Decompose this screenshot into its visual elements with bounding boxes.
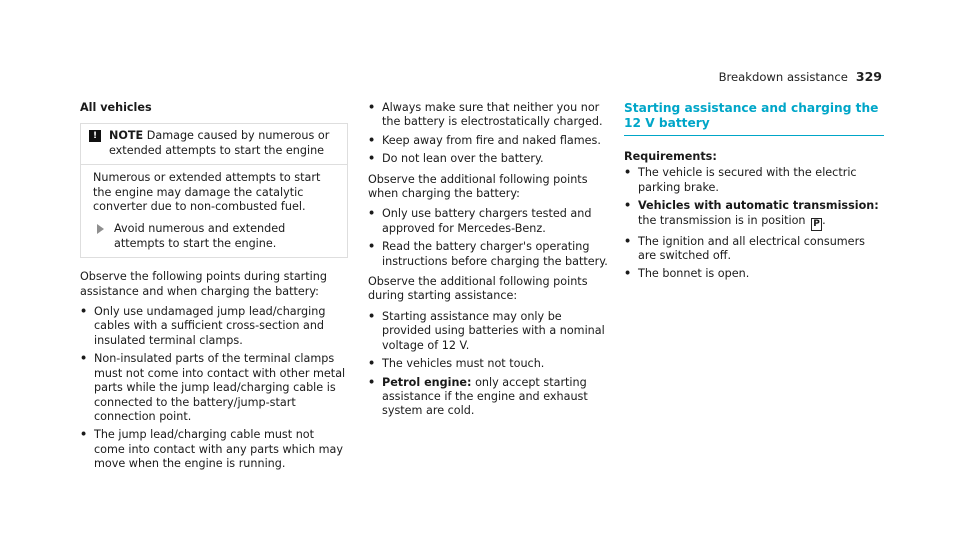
note-header — [81, 124, 347, 165]
note-action — [93, 222, 337, 251]
note-action-text: Avoid numerous and extended attempts to start the engine. — [114, 222, 286, 250]
list-item — [80, 428, 348, 471]
list-item — [368, 101, 608, 130]
sentence-end: . — [822, 213, 826, 227]
list-item-text — [638, 199, 884, 230]
list-item — [80, 352, 348, 424]
list-item-text: The vehicles must not touch. — [382, 357, 545, 371]
list-item-text: Always make sure that neither you nor the battery is electrostatically charged. — [382, 101, 603, 129]
list-item — [368, 152, 608, 166]
park-position-icon: P — [811, 218, 822, 231]
bullet-icon: • — [624, 267, 632, 281]
bullet-icon: • — [368, 375, 376, 389]
automatic-transmission-label: Vehicles with automatic transmission: — [638, 199, 879, 213]
list-item — [624, 235, 884, 264]
petrol-engine-label: Petrol engine: — [382, 375, 472, 389]
list-item-text: Read the battery charger's operating instructions before charging the battery. — [382, 240, 608, 268]
list-item — [368, 134, 608, 148]
warning-exclamation-icon: ! — [89, 130, 101, 142]
list-item-text: The bonnet is open. — [638, 267, 750, 281]
bullet-icon: • — [368, 101, 376, 114]
list-item-text: The ignition and all electrical consumers are switched off. — [638, 234, 865, 263]
requirements-label: Requirements: — [624, 150, 717, 163]
note-title-text — [109, 129, 341, 158]
bullet-icon: • — [368, 357, 376, 371]
starting-assistance-intro: Observe the additional following points during starting assistance: — [368, 275, 588, 303]
list-item — [624, 199, 884, 230]
list-item — [624, 166, 884, 195]
bullet-icon: • — [368, 240, 376, 254]
bullet-icon: • — [368, 133, 376, 147]
transmission-text: the transmission is in position — [638, 213, 806, 227]
bullet-list-safety — [368, 101, 608, 167]
requirements-list — [624, 166, 884, 281]
subhead-all-vehicles: All vehicles — [80, 101, 152, 114]
column-2 — [368, 101, 608, 425]
bullet-icon: • — [80, 305, 88, 319]
list-item — [368, 310, 608, 353]
column-3 — [624, 101, 884, 288]
page-number: 329 — [855, 69, 882, 84]
list-item — [368, 240, 608, 269]
bullet-icon: • — [368, 207, 376, 221]
bullet-list-starting — [368, 310, 608, 419]
note-box — [80, 123, 348, 258]
section-heading: Starting assistance and charging the 12 V battery — [624, 101, 884, 136]
list-item-text: Keep away from fire and naked flames. — [382, 133, 601, 147]
action-arrow-icon — [97, 224, 104, 234]
list-item — [368, 357, 608, 371]
list-item — [80, 305, 348, 348]
list-item-text: The jump lead/charging cable must not come into contact with any parts which may move when the engine is running. — [94, 428, 344, 471]
bullet-icon: • — [80, 428, 88, 442]
list-item-text: The vehicle is secured with the electric parking brake. — [638, 166, 857, 194]
list-item — [368, 376, 608, 419]
bullet-list-general — [80, 305, 348, 471]
bullet-icon: • — [368, 309, 376, 323]
bullet-icon: • — [624, 166, 632, 180]
section-title: Breakdown assistance — [718, 70, 848, 84]
charging-intro: Observe the additional following points when charging the battery: — [368, 172, 588, 201]
list-item-text — [382, 376, 608, 419]
bullet-icon: • — [80, 352, 88, 366]
note-title: Damage caused by numerous or extended attempts to start the engine — [109, 129, 330, 157]
page-header — [719, 70, 882, 84]
bullet-icon: • — [624, 199, 632, 213]
bullet-list-charging — [368, 207, 608, 269]
note-label: NOTE — [109, 129, 144, 143]
list-item-text: Do not lean over the battery. — [382, 152, 544, 166]
list-item-text: Non-insulated parts of the terminal clamps must not come into contact with other metal parts while the jump lead/charging cable is connected to the battery/jump-start connection point. — [94, 352, 346, 423]
list-item-text: Starting assistance may only be provided using batteries with a nominal voltage of 12 V. — [382, 309, 605, 352]
bullet-icon: • — [624, 234, 632, 248]
list-item-text: Only use battery chargers tested and approved for Mercedes-Benz. — [382, 207, 592, 235]
petrol-engine-text: only accept starting assistance if the engine and exhaust system are cold. — [382, 375, 588, 418]
list-item-text: Only use undamaged jump lead/charging cables with a sufficient cross-section and insulated terminal clamps. — [94, 305, 326, 347]
column-1 — [80, 101, 348, 478]
intro-paragraph: Observe the following points during starting assistance and when charging the battery: — [80, 270, 327, 298]
list-item — [624, 267, 884, 281]
bullet-icon: • — [368, 152, 376, 166]
note-description: Numerous or extended attempts to start the engine may damage the catalytic converter due to non-combusted fuel. — [93, 171, 321, 214]
note-body — [81, 165, 347, 257]
list-item — [368, 207, 608, 236]
